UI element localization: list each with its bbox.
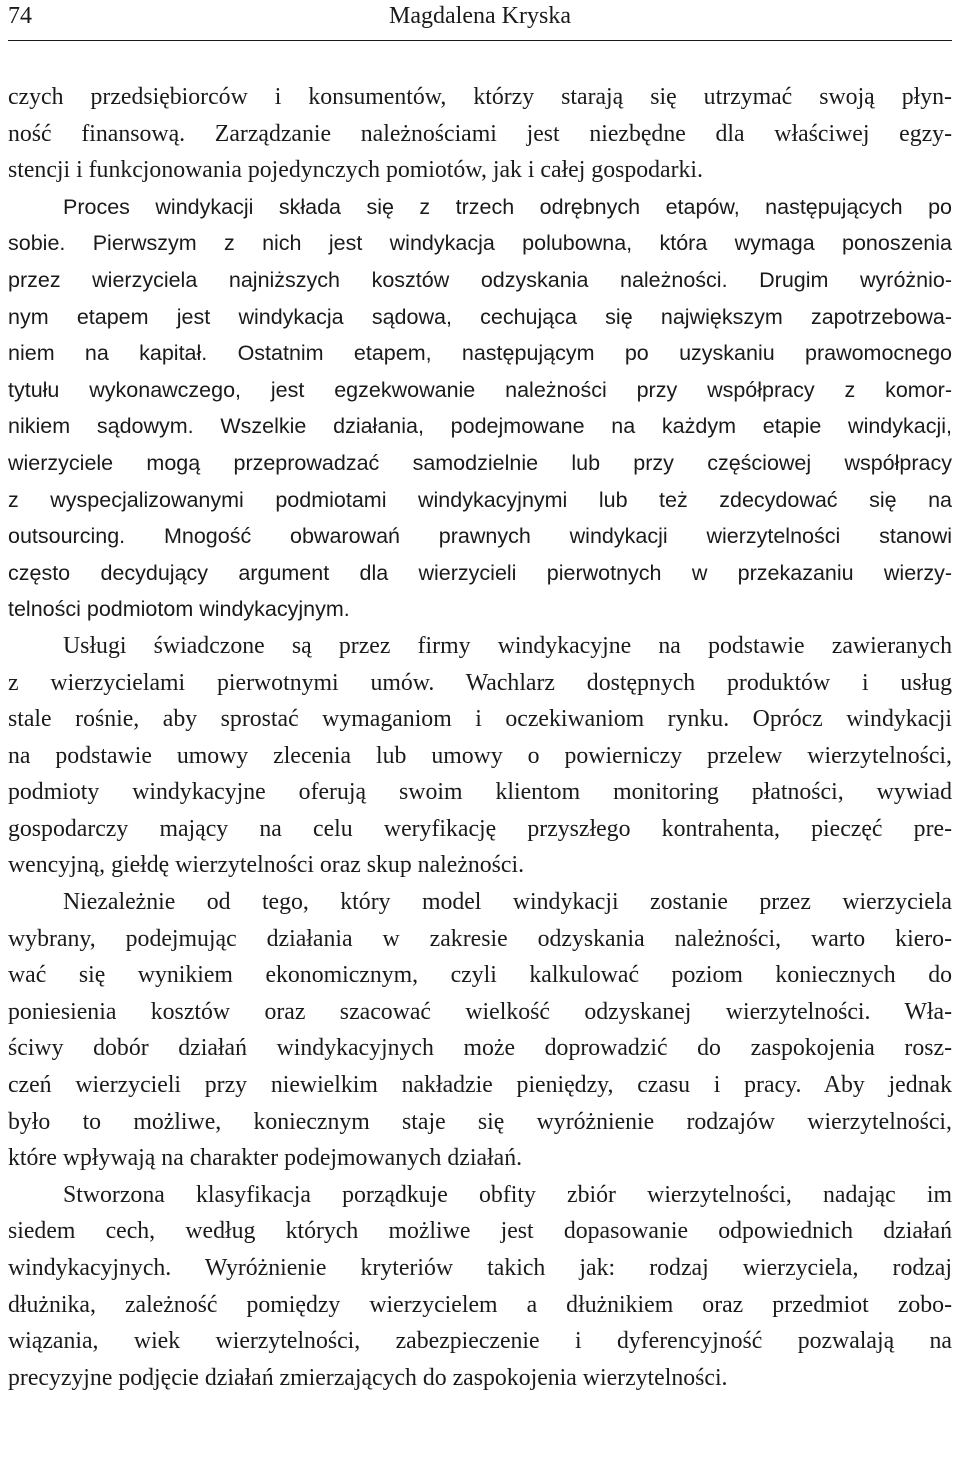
- text-line: stencji i funkcjonowania pojedynczych pomiotów, jak i całej gospodarki.: [8, 157, 703, 184]
- text-line: które wpływają na charakter podejmowanych działań.: [8, 1145, 523, 1172]
- text-line: outsourcing. Mnogość obwarowań prawnych windykacji wierzytelności stanowi: [8, 524, 952, 549]
- text-line: ściwy dobór działań windykacyjnych może doprowadzić do zaspokojenia rosz-: [8, 1035, 952, 1062]
- text-line: czych przedsiębiorców i konsumentów, którzy starają się utrzymać swoją płyn-: [8, 84, 952, 110]
- text-line: telności podmiotom windykacyjnym.: [8, 597, 350, 622]
- text-line: Stworzona klasyfikacja porządkuje obfity zbiór wierzytelności, nadając im: [63, 1181, 952, 1208]
- text-line: tytułu wykonawczego, jest egzekwowanie należności przy współpracy z komor-: [8, 377, 952, 402]
- text-line: windykacyjnych. Wyróżnienie kryteriów takich jak: rodzaj wierzyciela, rodzaj: [8, 1255, 952, 1281]
- text-line: na podstawie umowy zlecenia lub umowy o powierniczy przelew wierzytelności,: [8, 742, 952, 769]
- text-line: wencyjną, giełdę wierzytelności oraz skup należności.: [8, 852, 525, 879]
- text-line: Proces windykacji składa się z trzech odrębnych etapów, następujących po: [63, 194, 952, 219]
- page-body: [8, 79, 952, 1396]
- text-line: precyzyjne podjęcie działań zmierzających do zaspokojenia wierzytelności.: [8, 1364, 728, 1391]
- text-line: z wierzycielami pierwotnymi umów. Wachlarz dostępnych produktów i usług: [8, 669, 952, 696]
- text-line: czeń wierzycieli przy niewielkim nakładzie pieniędzy, czasu i pracy. Aby jednak: [8, 1072, 952, 1099]
- running-head: Magdalena Kryska: [389, 3, 571, 29]
- text-line: poniesienia kosztów oraz szacować wielkość odzyskanej wierzytelności. Wła-: [8, 998, 952, 1025]
- text-line: stale rośnie, aby sprostać wymaganiom i oczekiwaniom rynku. Oprócz windykacji: [8, 706, 952, 733]
- text-line: Niezależnie od tego, który model windykacji zostanie przez wierzyciela: [63, 889, 952, 916]
- text-line: z wyspecjalizowanymi podmiotami windykacyjnymi lub też zdecydować się na: [8, 487, 952, 512]
- text-line: wybrany, podejmując działania w zakresie odzyskania należności, warto kiero-: [8, 925, 952, 952]
- text-line: niem na kapitał. Ostatnim etapem, następującym po uzyskaniu prawomocnego: [8, 341, 952, 366]
- text-line: przez wierzyciela najniższych kosztów odzyskania należności. Drugim wyróżnio-: [8, 267, 952, 292]
- text-line: było to możliwe, koniecznym staje się wyróżnienie rodzajów wierzytelności,: [8, 1108, 952, 1135]
- text-line: ność finansową. Zarządzanie należnościami jest niezbędne dla właściwej egzy-: [8, 120, 952, 147]
- text-line: sobie. Pierwszym z nich jest windykacja polubowna, która wymaga ponoszenia: [8, 231, 952, 256]
- text-line: dłużnika, zależność pomiędzy wierzycielem a dłużnikiem oraz przedmiot zobo-: [8, 1291, 952, 1318]
- text-line: wiązania, wiek wierzytelności, zabezpieczenie i dyferencyjność pozwalają na: [8, 1328, 952, 1355]
- page-header: [0, 0, 960, 40]
- text-line: nym etapem jest windykacja sądowa, cechująca się największym zapotrzebowa-: [8, 304, 952, 329]
- text-line: wać się wynikiem ekonomicznym, czyli kalkulować poziom koniecznych do: [8, 962, 952, 989]
- text-line: nikiem sądowym. Wszelkie działania, podejmowane na każdym etapie windykacji,: [8, 414, 952, 439]
- page-number: 74: [8, 3, 32, 29]
- text-line: podmioty windykacyjne oferują swoim klientom monitoring płatności, wywiad: [8, 779, 952, 806]
- text-line: wierzyciele mogą przeprowadzać samodzielnie lub przy częściowej współpracy: [8, 450, 952, 475]
- text-line: siedem cech, według których możliwe jest dopasowanie odpowiednich działań: [8, 1218, 952, 1245]
- text-line: gospodarczy mający na celu weryfikację przyszłego kontrahenta, pieczęć pre-: [8, 815, 952, 842]
- text-line: Usługi świadczone są przez firmy windykacyjne na podstawie zawieranych: [63, 632, 952, 659]
- text-line: często decydujący argument dla wierzycieli pierwotnych w przekazaniu wierzy-: [8, 560, 952, 585]
- header-rule: [8, 40, 952, 41]
